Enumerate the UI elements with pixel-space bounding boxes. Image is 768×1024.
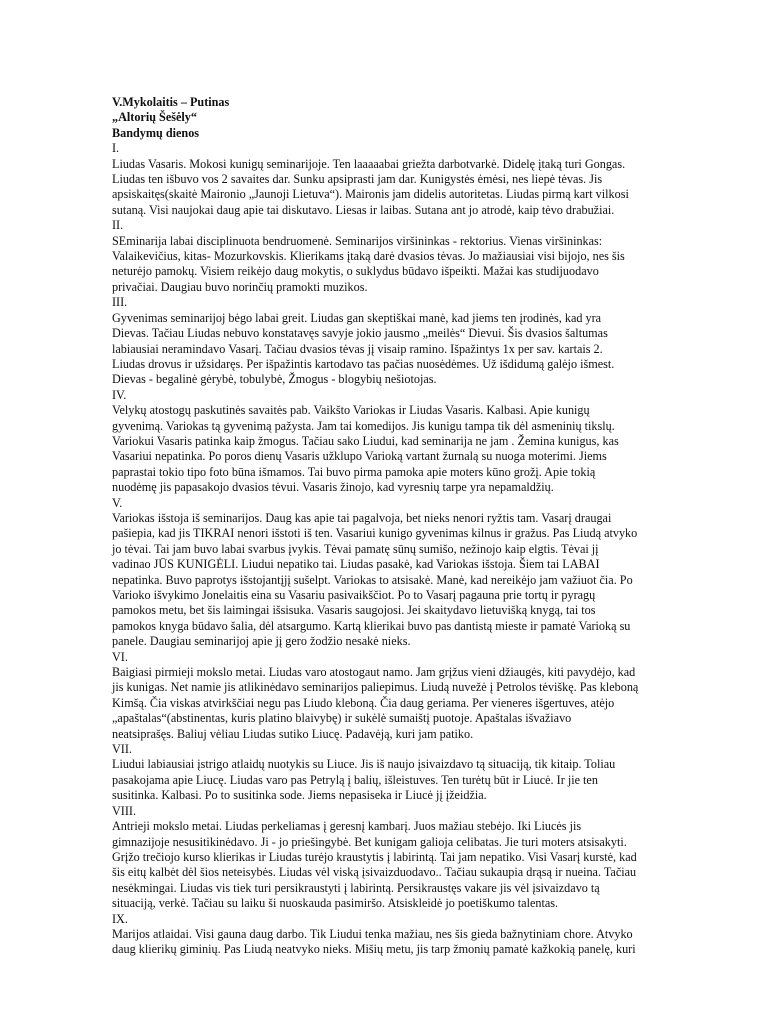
text-line: apsiskaitęs(skaitė Maironio „Jaunoji Lietuva“). Maironis jam didelis autoritetas. Liudas pirmą kart vilkosi xyxy=(112,187,629,202)
text-line: jo tėvai. Tai jam buvo labai svarbus įvykis. Tėvai pamatę sūnų sumišo, nežinojo kaip elgtis. Tėvai jį xyxy=(112,541,599,556)
text-line: III. xyxy=(112,295,128,310)
author-heading: V.Mykolaitis – Putinas xyxy=(112,95,230,109)
text-line: Vasariui nepatinka. Po poros dienų Vasaris užklupo Varioką vartant žurnalą su nuoga moterimi. Jiems xyxy=(112,449,607,464)
text-line: neatsiprašęs. Baliuj vėliau Liudas sutiko Liucę. Padavėją, kuri jam patiko. xyxy=(112,726,474,741)
text-line: gyvenimą. Variokas tą gyvenimą pažysta. Jam tai komedijos. Jis kunigu tampa tik dėl asmeninių tikslų. xyxy=(112,418,615,433)
text-line: Dievas. Tačiau Liudas nebuvo konstatavęs savyje jokio jausmo „meilės“ Dievui. Šis dvasios šaltumas xyxy=(112,326,608,341)
text-line: situaciją, verkė. Tačiau su laiku ši nuoskauda pasimiršo. Atsiskleidė jo poetiškumo talentas. xyxy=(112,896,559,911)
text-line: labiausiai neramindavo Vasarį. Tačiau dvasios tėvas jį visaip ramino. Išpažintys 1x per sav. kartais 2. xyxy=(112,341,603,356)
text-line: pamokos metu, bet šis laimingai išsisuka. Vasaris saugojosi. Jei skaitydavo lietuvišką knygą, tai tos xyxy=(112,603,596,618)
text-line: Variokui Vasaris patinka kaip žmogus. Tačiau sako Liudui, kad seminarija ne jam . Žemina kunigus, kas xyxy=(112,433,619,448)
text-line: jis kunigas. Net namie jis atlikinėdavo seminarijos paliepimus. Liudą nuvežė į Petrolos tėviškę. Pas kleboną xyxy=(112,680,639,695)
text-line: panele. Daugiau seminarijoj apie jį gero žodžio nesakė nieks. xyxy=(112,634,411,649)
text-line: šis eitų kalbėt dėl šios neteisybės. Liudas vėl viską įsivaizduodavo.. Tačiau sukaupia drąsą ir nueina. Tačiau xyxy=(112,865,637,880)
text-line: gimnazijoje nesusitikinėdavo. Ji - jo priešingybė. Bet kunigam galioja celibatas. Jie turi moters atsisakyti. xyxy=(112,834,627,849)
text-line: Liudui labiausiai įstrigo atlaidų nuotykis su Liuce. Jis iš naujo įsivaizdavo tą situaciją, tik kitaip. Toliau xyxy=(112,757,616,772)
text-line: II. xyxy=(112,218,124,233)
text-line: VI. xyxy=(112,649,128,664)
text-line: nesėkmingai. Liudas vis tiek turi persikraustyti į labirintą. Persikraustęs vakare jis vėl įsivaizdavo tą xyxy=(112,880,600,895)
text-line: Gyvenimas seminarijoj bėgo labai greit. Liudas gan skeptiškai manė, kad jiems ten įrodinės, kad yra xyxy=(112,310,602,325)
text-line: „apaštalas“(abstinentas, kuris platino blaivybę) ir sukėlė sumaištį puotoje. Apaštalas išvažiavo xyxy=(112,711,572,726)
text-line: susitinka. Kalbasi. Po to susitinka sode. Jiems nepasiseka ir Liucė jį įžeidžia. xyxy=(112,788,487,803)
text-line: nepatinka. Buvo paprotys išstojantįjį sušelpt. Variokas to atsisakė. Manė, kad nereikėjo jam važiuot čia. Po xyxy=(112,572,633,587)
text-line: paprastai tokio tipo foto būna išmamos. Tai buvo pirma pamoka apie moters kūno grožį. Apie tokią xyxy=(112,464,596,479)
text-line: IV. xyxy=(112,387,127,402)
text-line: Antrieji mokslo metai. Liudas perkeliamas į geresnį kambarį. Juos mažiau stebėjo. Iki Liucės jis xyxy=(112,819,582,834)
text-line: Kimšą. Čia viskas atvirkščiai negu pas Liudo kleboną. Čia daug geriama. Per vieneres išgertuves, atėjo xyxy=(112,695,615,710)
text-line: nuodėmę jis papasakojo dvasios tėvui. Vasaris žinojo, kad vyresnių tarpe yra nepamaldžių. xyxy=(112,480,554,495)
text-line: Velykų atostogų paskutinės savaitės pab. Vaikšto Variokas ir Liudas Vasaris. Kalbasi. Apie kunigų xyxy=(112,403,590,418)
part-title: Bandymų dienos xyxy=(112,125,200,140)
document-body xyxy=(112,141,658,958)
text-line: daug klierikų giminių. Pas Liudą neatvyko nieks. Mišių metu, jis tarp žmonių pamatė kažkokią panelę, kuri xyxy=(112,942,636,957)
text-line: V. xyxy=(112,495,123,510)
text-line: Baigiasi pirmieji mokslo metai. Liudas varo atostogaut namo. Jam grįžus vieni džiaugės, kiti pavydėjo, kad xyxy=(112,665,636,680)
text-line: Variokas išstoja iš seminarijos. Daug kas apie tai pagalvoja, bet nieks nenori ryžtis tam. Vasarį draugai xyxy=(112,510,612,525)
text-line: Grįžo trečiojo kurso klierikas ir Liudas turėjo kraustytis į labirintą. Tai jam nepatiko. Visi Vasarį kurstė, kad xyxy=(112,849,637,864)
text-line: Valaikevičius, kitas- Mozurkovskis. Klierikams įtaką darė dvasios tėvas. Jo mažiausiai visi bijojo, nes šis xyxy=(112,249,625,264)
text-line: VIII. xyxy=(112,803,137,818)
text-line: Liudas Vasaris. Mokosi kunigų seminarijoje. Ten laaaaabai griežta darbotvarkė. Didelę įtaką turi Gongas. xyxy=(112,156,626,171)
text-line: SEminarija labai disciplinuota bendruomenė. Seminarijos viršininkas - rektorius. Vienas viršininkas: xyxy=(112,233,603,248)
text-line: Dievas - begalinė gėrybė, tobulybė, Žmogus - blogybių nešiotojas. xyxy=(112,372,437,387)
text-line: vadinao JŪS KUNIGĖLI. Liudui nepatiko tai. Liudas pasakė, kad Variokas išstoja. Šiem tai LABAI xyxy=(112,557,600,572)
text-line: VII. xyxy=(112,742,132,757)
text-line: pašiepia, kad jis TIKRAI nenori išstoti iš ten. Vasariui kunigo gyvenimas kilnus ir gražus. Pas Liudą atvyko xyxy=(112,526,638,541)
text-line: Liudas drovus ir užsidaręs. Per išpažintis kartodavo tas pačias nuosėdėmes. Už išdidumą galėjo išmest. xyxy=(112,356,615,371)
text-line: neturėjo pamokų. Visiem reikėjo daug mokytis, o suklydus būdavo išpeikti. Mažai kas studijuodavo xyxy=(112,264,599,279)
text-line: pasakojama apie Liucę. Liudas varo pas Petrylą į balių, išleistuves. Ten turėtų būt ir Liucė. Ir jie ten xyxy=(112,772,598,787)
text-line: IX. xyxy=(112,911,128,926)
text-line: sutaną. Visi naujokai daug apie tai diskutavo. Liesas ir laibas. Sutana ant jo atrodė, kaip tėvo drabužiai. xyxy=(112,202,615,217)
text-line: Varioko išvykimo Jonelaitis eina su Vasariu pasivaikščiot. Po to Vasarį pagauna prie tortų ir pyragų xyxy=(112,588,596,602)
work-title: „Altorių Šešėly“ xyxy=(112,110,197,125)
text-line: I. xyxy=(112,141,120,156)
text-line: Liudas ten išbuvo vos 2 savaites dar. Sunku apsiprasti jam dar. Kunigystės ėmėsi, nes liepė tėvas. Jis xyxy=(112,172,603,187)
text-line: pamokos knyga būdavo šalia, dėl atsargumo. Kartą klierikai buvo pas dantistą mieste ir pamatė Varioką su xyxy=(112,618,631,633)
text-line: Marijos atlaidai. Visi gauna daug darbo. Tik Liudui tenka mažiau, nes šis gieda bažnytiniam chore. Atvyko xyxy=(112,926,633,941)
text-line: privačiai. Daugiau buvo norinčių pramokti muzikos. xyxy=(112,279,368,294)
